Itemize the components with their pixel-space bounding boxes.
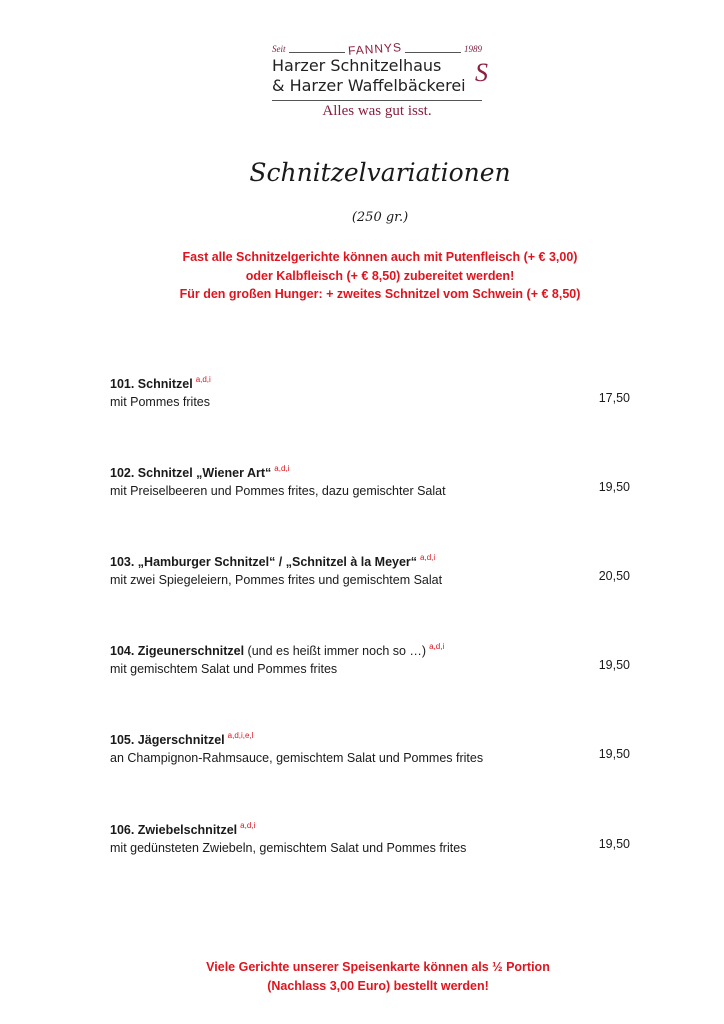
item-note: (und es heißt immer noch so …) (244, 644, 427, 658)
item-description: mit Preiselbeeren und Pommes frites, dazu gemischter Salat (110, 484, 446, 498)
item-allergens: a,d,i,e,l (227, 731, 254, 740)
item-name: 101. Schnitzel (110, 377, 193, 391)
item-title (110, 460, 630, 482)
item-price: 19,50 (598, 837, 630, 851)
menu-item (110, 727, 630, 767)
notice-line: oder Kalbfleisch (+ € 8,50) zubereitet werden! (245, 268, 515, 283)
menu-item (110, 817, 630, 857)
item-title (110, 549, 630, 571)
item-allergens: a,d,i (429, 642, 445, 651)
item-title (110, 371, 630, 393)
footer-notice (0, 958, 724, 995)
item-price: 17,50 (598, 391, 630, 405)
item-description: mit zwei Spiegeleiern, Pommes frites und gemischtem Salat (110, 573, 443, 587)
item-allergens: a,d,i (240, 821, 256, 830)
menu-item (110, 638, 630, 678)
logo-seit: Seit (272, 44, 286, 54)
item-description: an Champignon-Rahmsauce, gemischtem Salat und Pommes frites (110, 751, 484, 765)
item-price: 19,50 (598, 747, 630, 761)
item-name: 105. Jägerschnitzel (110, 733, 225, 747)
item-allergens: a,d,i (195, 375, 211, 384)
item-description: mit gemischtem Salat und Pommes frites (110, 662, 338, 676)
menu-item (110, 460, 630, 500)
item-name: 102. Schnitzel „Wiener Art“ (110, 466, 272, 480)
notice-line: Für den großen Hunger: + zweites Schnitzel vom Schwein (+ € 8,50) (179, 287, 581, 301)
item-title (110, 817, 630, 839)
footer-line: (Nachlass 3,00 Euro) bestellt werden! (267, 978, 489, 993)
item-name: 103. „Hamburger Schnitzel“ / „Schnitzel à la Meyer“ (110, 555, 418, 569)
footer-line: Viele Gerichte unserer Speisenkarte können als ½ Portion (206, 960, 550, 974)
item-price: 20,50 (598, 569, 630, 583)
item-allergens: a,d,i (274, 464, 290, 473)
menu-item (110, 549, 630, 589)
item-price: 19,50 (598, 658, 630, 672)
item-name: 104. Zigeunerschnitzel (110, 644, 245, 658)
notice-line: Fast alle Schnitzelgerichte können auch mit Putenfleisch (+ € 3,00) (182, 250, 578, 264)
logo-slogan: Alles was gut isst. (322, 103, 432, 119)
item-title (110, 727, 630, 749)
portion-weight: (250 gr.) (351, 210, 409, 225)
item-name: 106. Zwiebelschnitzel (110, 823, 238, 837)
item-description: mit gedünsteten Zwiebeln, gemischtem Salat und Pommes frites (110, 841, 467, 855)
logo-brand: FANNYS (347, 40, 403, 58)
logo-swoosh-icon: S (475, 58, 488, 87)
item-title (110, 638, 630, 660)
logo-line2: & Harzer Waffelbäckerei (272, 76, 466, 95)
item-price: 19,50 (598, 480, 630, 494)
logo-line1: Harzer Schnitzelhaus (272, 56, 442, 75)
restaurant-logo (272, 40, 488, 120)
page-title: Schnitzelvariationen (249, 158, 511, 187)
item-allergens: a,d,i (420, 553, 436, 562)
menu-item (110, 371, 630, 411)
options-notice (0, 248, 724, 304)
logo-year: 1989 (464, 44, 483, 54)
item-description: mit Pommes frites (110, 395, 211, 409)
